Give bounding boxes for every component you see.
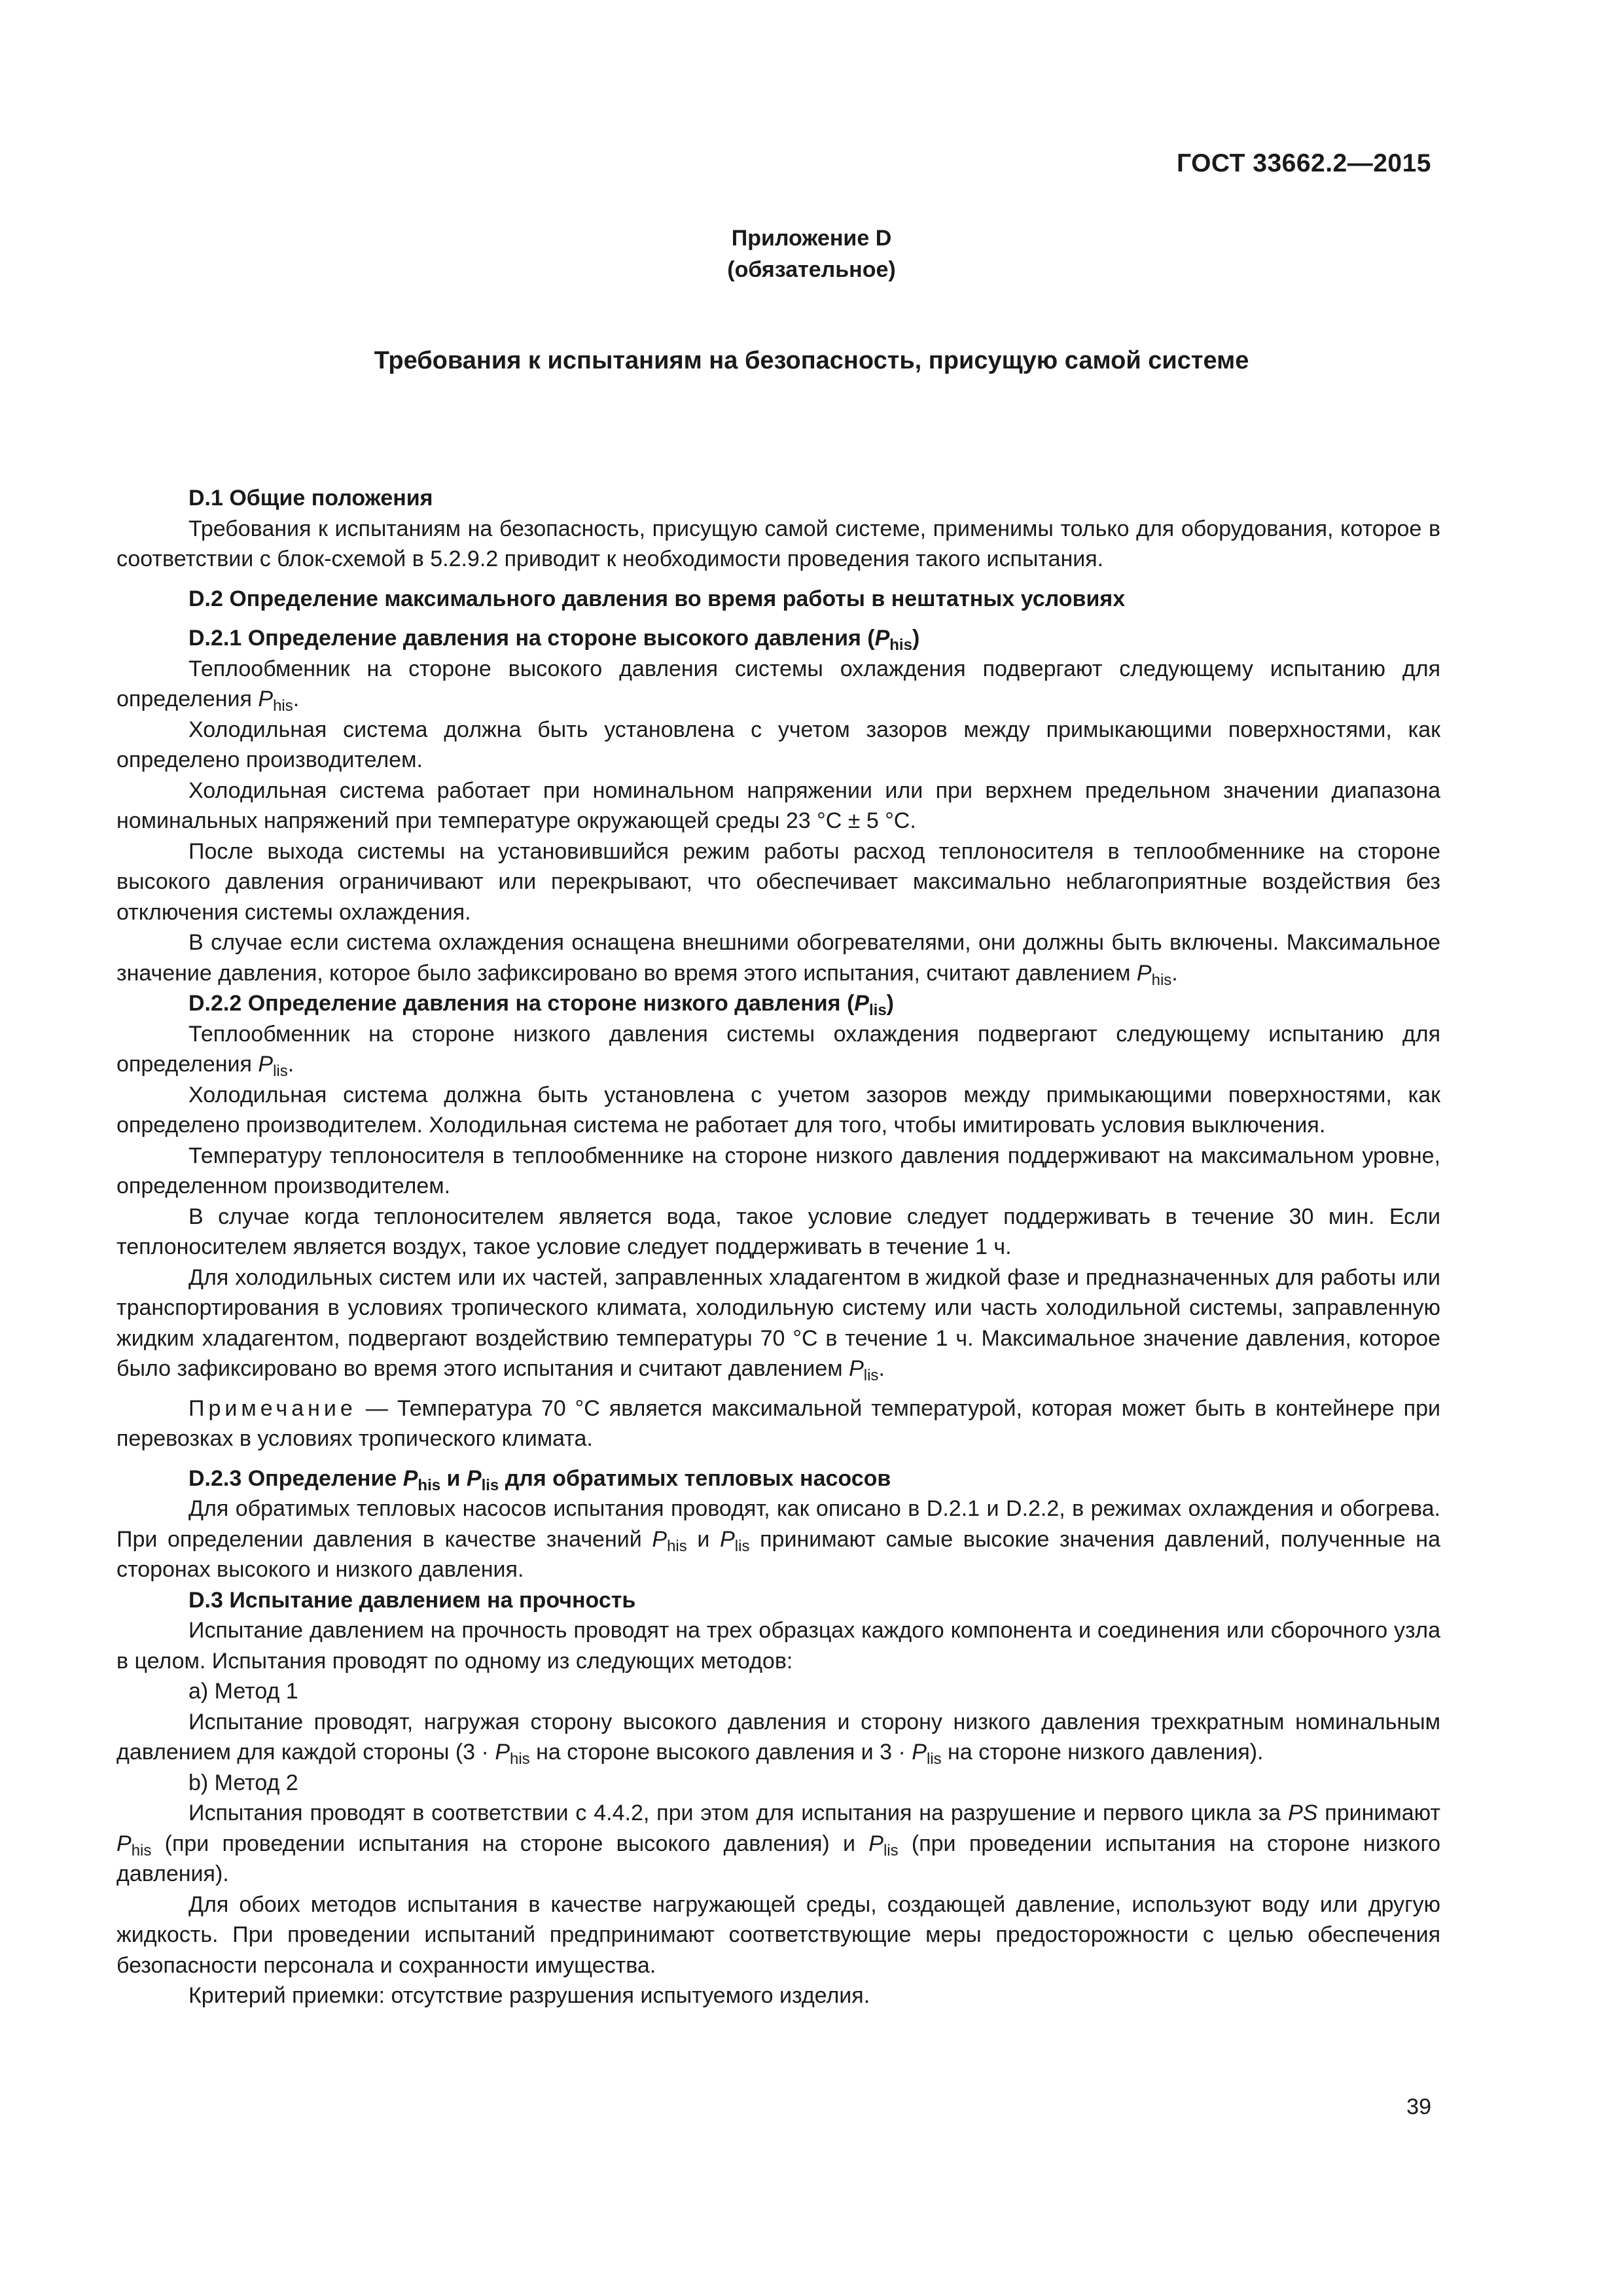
section-heading-d21: D.2.1 Определение давления на стороне высокого давления $(P_{his})$: [188, 626, 920, 654]
paragraph: Для обоих методов испытания в качестве нагружающей среды, создающей давление, используют воду или другую жидкость. При проведении испытаний предпринимают соответствующие меры предосторожности с целью обеспечения безопасности персонала и сохранности имущества.: [116, 1892, 1440, 1978]
document-body: [116, 483, 1440, 2011]
page-number: 39: [1406, 2094, 1431, 2119]
paragraph: Холодильная система работает при номинальном напряжении или при верхнем предельном значении диапазона номинальных напряжений при температуре окружающей среды 23 °С ± 5 °С.: [116, 778, 1440, 833]
paragraph: Температуру теплоносителя в теплообменнике на стороне низкого давления поддерживают на максимальном уровне, определенном производителем.: [116, 1143, 1440, 1198]
paragraph: Теплообменник на стороне высокого давления системы охлаждения подвергают следующему испытанию для определения $P_{his}$.: [116, 656, 1440, 715]
standard-code: ГОСТ 33662.2—2015: [1176, 149, 1431, 177]
annex-title: Требования к испытаниям на безопасность, присущую самой системе: [374, 347, 1249, 374]
list-item-method-2: b) Метод 2: [188, 1770, 298, 1795]
annex-status: (обязательное): [727, 257, 896, 282]
paragraph: Холодильная система должна быть установлена с учетом зазоров между примыкающими поверхностями, как определено производителем.: [116, 717, 1440, 772]
section-heading-d23: D.2.3 Определение $P_{his}$ и $P_{lis}$ для обратимых тепловых насосов: [188, 1465, 891, 1494]
list-item-method-1: а) Метод 1: [188, 1679, 298, 1704]
annex-label: Приложение D: [731, 226, 892, 251]
paragraph: После выхода системы на установившийся режим работы расход теплоносителя в теплообменнике на стороне высокого давления ограничивают или перекрывают, что обеспечивает максимально неблагоприятные воздействия без отключения системы охлаждения.: [116, 838, 1440, 925]
paragraph: Для обратимых тепловых насосов испытания проводят, как описано в D.2.1 и D.2.2, в режимах охлаждения и обогрева. При определении давления в качестве значений $P_{his}$ и $P_{lis}$ принимают самые высокие значения давлений, полученные на сторонах высокого и низкого давления.: [116, 1496, 1440, 1582]
paragraph: Испытания проводят в соответствии с 4.4.2, при этом для испытания на разрушение и первого цикла за PS принимают $P_{his}$ (при проведении испытания на стороне высокого давления) и $P_{lis}$ (при проведении испытания на стороне низкого давления).: [116, 1801, 1441, 1886]
paragraph: Холодильная система должна быть установлена с учетом зазоров между примыкающими поверхностями, как определено производителем. Холодильная система не работает для того, чтобы имитировать условия выключения.: [116, 1082, 1440, 1138]
paragraph: Для холодильных систем или их частей, заправленных хладагентом в жидкой фазе и предназначенных для работы или транспортирования в условиях тропического климата, холодильную систему или часть холодильной системы, заправленную жидким хладагентом, подвергают воздействию температуры 70 °С в течение 1 ч. Максимальное значение давления, которое было зафиксировано во время этого испытания и считают давлением $P_{lis}$.: [116, 1265, 1440, 1384]
paragraph: Критерий приемки: отсутствие разрушения испытуемого изделия.: [188, 1983, 870, 2008]
paragraph: В случае если система охлаждения оснащена внешними обогревателями, они должны быть включены. Максимальное значение давления, которое было зафиксировано во время этого испытания, считают давлением $P_{his}$.: [116, 930, 1440, 989]
paragraph: В случае когда теплоносителем является вода, такое условие следует поддерживать в течение 30 мин. Если теплоносителем является воздух, такое условие следует поддерживать в течение 1 ч.: [116, 1204, 1440, 1259]
section-heading-d2: D.2 Определение максимального давления во время работы в нештатных условиях: [188, 586, 1126, 611]
section-heading-d22: D.2.2 Определение давления на стороне низкого давления $(P_{lis})$: [188, 991, 894, 1019]
annex-heading: [0, 223, 1623, 285]
section-heading-d3: D.3 Испытание давлением на прочность: [188, 1587, 636, 1613]
paragraph: Испытание проводят, нагружая сторону высокого давления и сторону низкого давления трехкратным номинальным давлением для каждой стороны ($3 \cdot P_{his}$ на стороне высокого давления и $3 \cdot P_{lis}$ на стороне низкого давления).: [116, 1709, 1440, 1768]
note: Примечание — Температура 70 °С является максимальной температурой, которая может быть в контейнере при перевозках в условиях тропического климата.: [116, 1395, 1440, 1451]
section-heading-d1: D.1 Общие положения: [188, 486, 433, 511]
paragraph: Требования к испытаниям на безопасность, присущую самой системе, применимы только для оборудования, которое в соответствии с блок-схемой в 5.2.9.2 приводит к необходимости проведения такого испытания.: [116, 516, 1440, 571]
paragraph: Испытание давлением на прочность проводят на трех образцах каждого компонента и соединения или сборочного узла в целом. Испытания проводят по одному из следующих методов:: [116, 1618, 1440, 1674]
note-label: Примечание: [188, 1395, 357, 1421]
paragraph: Теплообменник на стороне низкого давления системы охлаждения подвергают следующему испытанию для определения $P_{lis}$.: [116, 1021, 1440, 1080]
